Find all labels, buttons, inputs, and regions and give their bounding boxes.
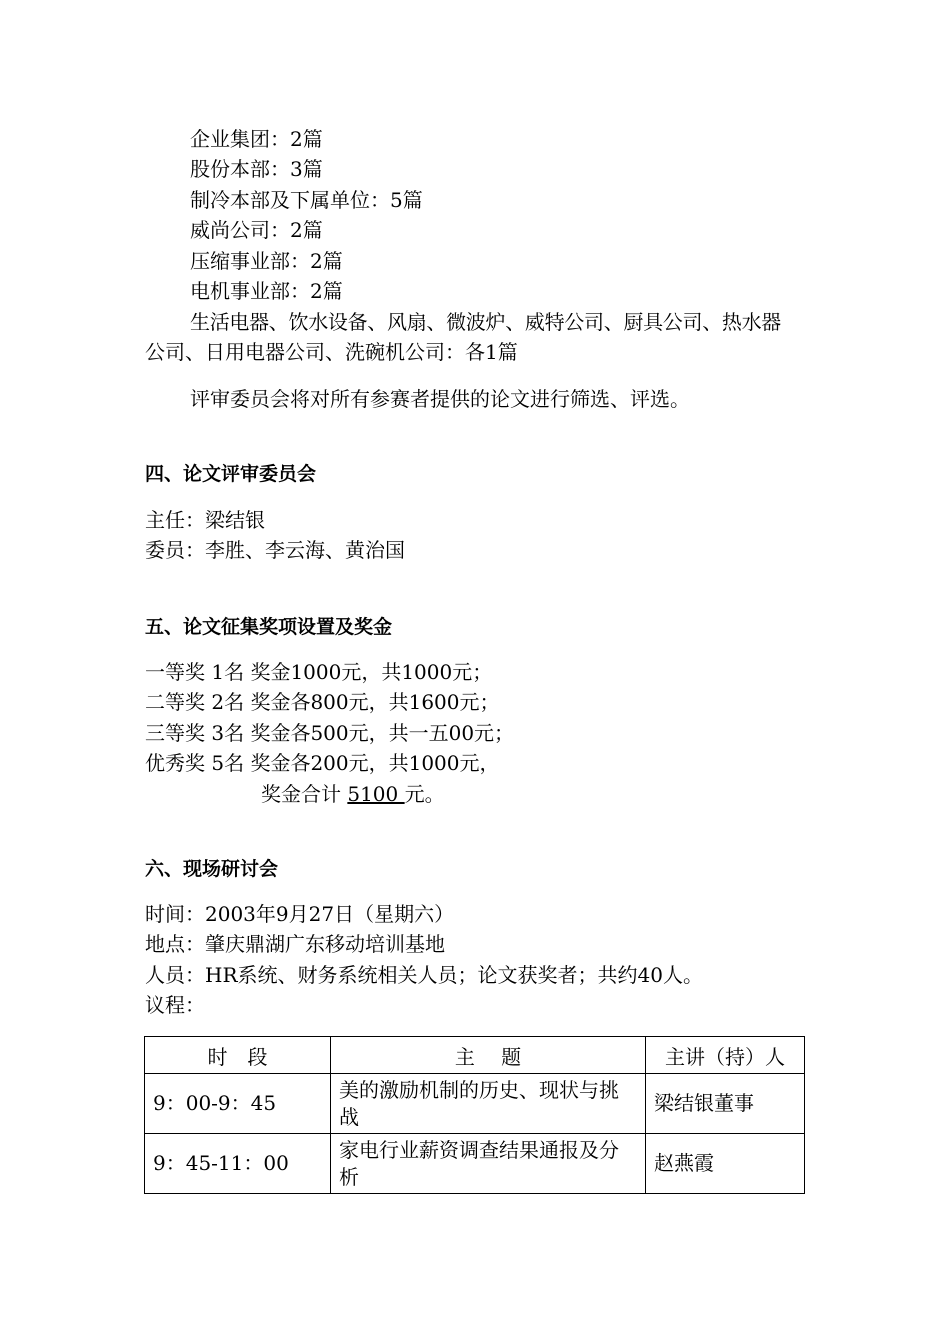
seminar-place: 地点：肇庆鼎湖广东移动培训基地 bbox=[145, 932, 445, 956]
section-4-title: 四、论文评审委员会 bbox=[145, 463, 317, 485]
table-row bbox=[145, 1134, 805, 1194]
cell-topic: 美的激励机制的历史、现状与挑战 bbox=[331, 1074, 646, 1134]
quota-long-line-2: 公司、日用电器公司、洗碗机公司：各1篇 bbox=[145, 340, 518, 364]
cell-topic: 家电行业薪资调查结果通报及分析 bbox=[331, 1134, 646, 1194]
quota-item: 企业集团：2篇 bbox=[190, 127, 323, 151]
award-line: 三等奖 3名 奖金各500元，共一五00元； bbox=[145, 721, 515, 745]
quota-item: 制冷本部及下属单位：5篇 bbox=[190, 188, 423, 212]
section-5-title: 五、论文征集奖项设置及奖金 bbox=[145, 616, 393, 638]
quota-long-line-1: 生活电器、饮水设备、风扇、微波炉、威特公司、厨具公司、热水器 bbox=[190, 310, 781, 334]
agenda-label: 议程： bbox=[145, 993, 205, 1017]
review-note: 评审委员会将对所有参赛者提供的论文进行筛选、评选。 bbox=[190, 387, 690, 411]
committee-chair: 主任：梁结银 bbox=[145, 508, 265, 532]
cell-time: 9：45-11：00 bbox=[145, 1134, 331, 1194]
header-speaker: 主讲（持）人 bbox=[646, 1037, 805, 1074]
cell-time: 9：00-9：45 bbox=[145, 1074, 331, 1134]
award-total bbox=[261, 782, 445, 806]
award-total-suffix: 元。 bbox=[404, 782, 445, 806]
agenda-table bbox=[144, 1036, 805, 1194]
award-total-value: 5100 bbox=[347, 782, 405, 806]
quota-item: 电机事业部：2篇 bbox=[190, 279, 343, 303]
table-row bbox=[145, 1074, 805, 1134]
quota-item: 压缩事业部：2篇 bbox=[190, 249, 343, 273]
header-topic: 主 题 bbox=[331, 1037, 646, 1074]
quota-item: 威尚公司：2篇 bbox=[190, 218, 323, 242]
section-6-title: 六、现场研讨会 bbox=[145, 858, 279, 880]
award-line: 二等奖 2名 奖金各800元，共1600元； bbox=[145, 690, 500, 714]
quota-item: 股份本部：3篇 bbox=[190, 157, 323, 181]
award-total-prefix: 奖金合计 bbox=[261, 782, 348, 806]
seminar-time: 时间：2003年9月27日（星期六） bbox=[145, 902, 455, 926]
award-line: 优秀奖 5名 奖金各200元，共1000元， bbox=[145, 751, 500, 775]
table-header-row bbox=[145, 1037, 805, 1074]
cell-speaker: 赵燕霞 bbox=[646, 1134, 805, 1194]
seminar-people: 人员：HR系统、财务系统相关人员；论文获奖者；共约40人。 bbox=[145, 963, 703, 987]
committee-members: 委员：李胜、李云海、黄治国 bbox=[145, 538, 405, 562]
cell-speaker: 梁结银董事 bbox=[646, 1074, 805, 1134]
award-line: 一等奖 1名 奖金1000元，共1000元； bbox=[145, 660, 493, 684]
header-time: 时 段 bbox=[145, 1037, 331, 1074]
